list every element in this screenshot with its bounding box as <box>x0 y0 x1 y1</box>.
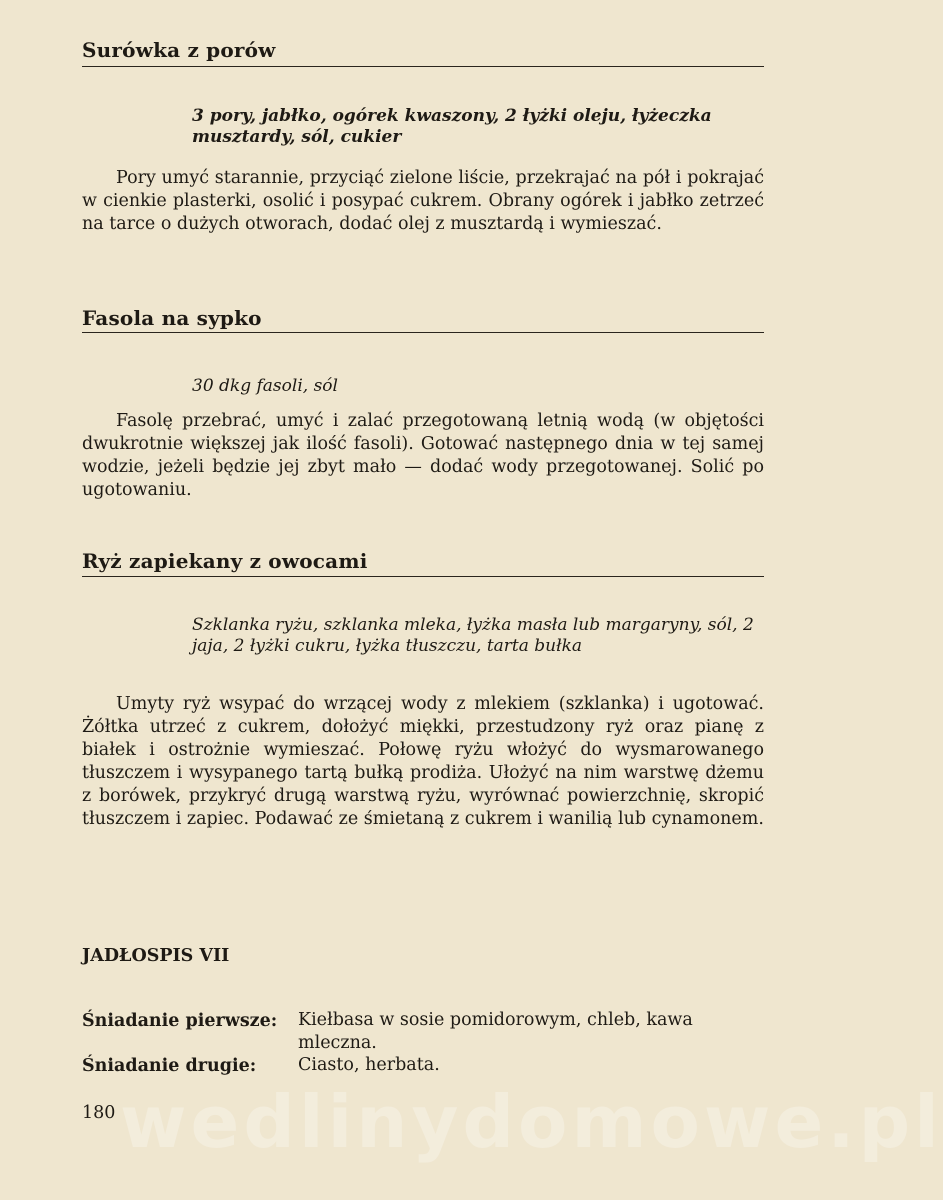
section-divider <box>82 332 764 333</box>
meal-label: Śniadanie pierwsze: <box>82 1011 278 1031</box>
watermark: wedlinydomowe.pl <box>120 1080 943 1164</box>
meal-label: Śniadanie drugie: <box>82 1056 257 1076</box>
menu-title: JADŁOSPIS VII <box>82 946 230 966</box>
meal-value: Kiełbasa w sosie pomidorowym, chleb, kawa mleczna. <box>298 1010 693 1053</box>
recipe-instructions: Umyty ryż wsypać do wrzącej wody z mlekiem (szklanka) i ugotować. Żółtka utrzeć z cukrem, dołożyć miękki, przestudzony ryż oraz pianę z białek i ostrożnie wymieszać. Połowę ryżu włożyć do wysmarowanego tłuszczem i wysypanego tartą bułką prodiża. Ułożyć na nim warstwę dżemu z borówek, przykryć drugą warstwą ryżu, wyrównać powierzchnię, skropić tłuszczem i zapiec. Podawać ze śmietaną z cukrem i wanilią lub cynamonem. <box>82 694 764 829</box>
recipe-title: Ryż zapiekany z owocami <box>82 549 368 573</box>
recipe-instructions: Pory umyć starannie, przyciąć zielone liście, przekrajać na pół i pokrajać w cienkie plasterki, osolić i posypać cukrem. Obrany ogórek i jabłko zetrzeć na tarce o dużych otworach, dodać olej z musztardą i wymieszać. <box>82 168 764 234</box>
page-number: 180 <box>82 1103 116 1123</box>
meal-value: Ciasto, herbata. <box>298 1055 440 1075</box>
section-divider <box>82 576 764 577</box>
recipe-ingredients: 30 dkg fasoli, sól <box>192 376 338 396</box>
recipe-ingredients: Szklanka ryżu, szklanka mleka, łyżka masła lub margaryny, sól, 2 jaja, 2 łyżki cukru, łyżka tłuszczu, tarta bułka <box>192 615 754 656</box>
recipe-title: Surówka z porów <box>82 38 276 62</box>
section-divider <box>82 66 764 67</box>
recipe-instructions: Fasolę przebrać, umyć i zalać przegotowaną letnią wodą (w objętości dwukrotnie większej jak ilość fasoli). Gotować następnego dnia w tej samej wodzie, jeżeli będzie jej zbyt mało — dodać wody przegotowanej. Solić po ugotowaniu. <box>82 411 764 500</box>
recipe-ingredients: 3 pory, jabłko, ogórek kwaszony, 2 łyżki oleju, łyżeczka musztardy, sól, cukier <box>192 106 712 147</box>
recipe-title: Fasola na sypko <box>82 306 262 330</box>
